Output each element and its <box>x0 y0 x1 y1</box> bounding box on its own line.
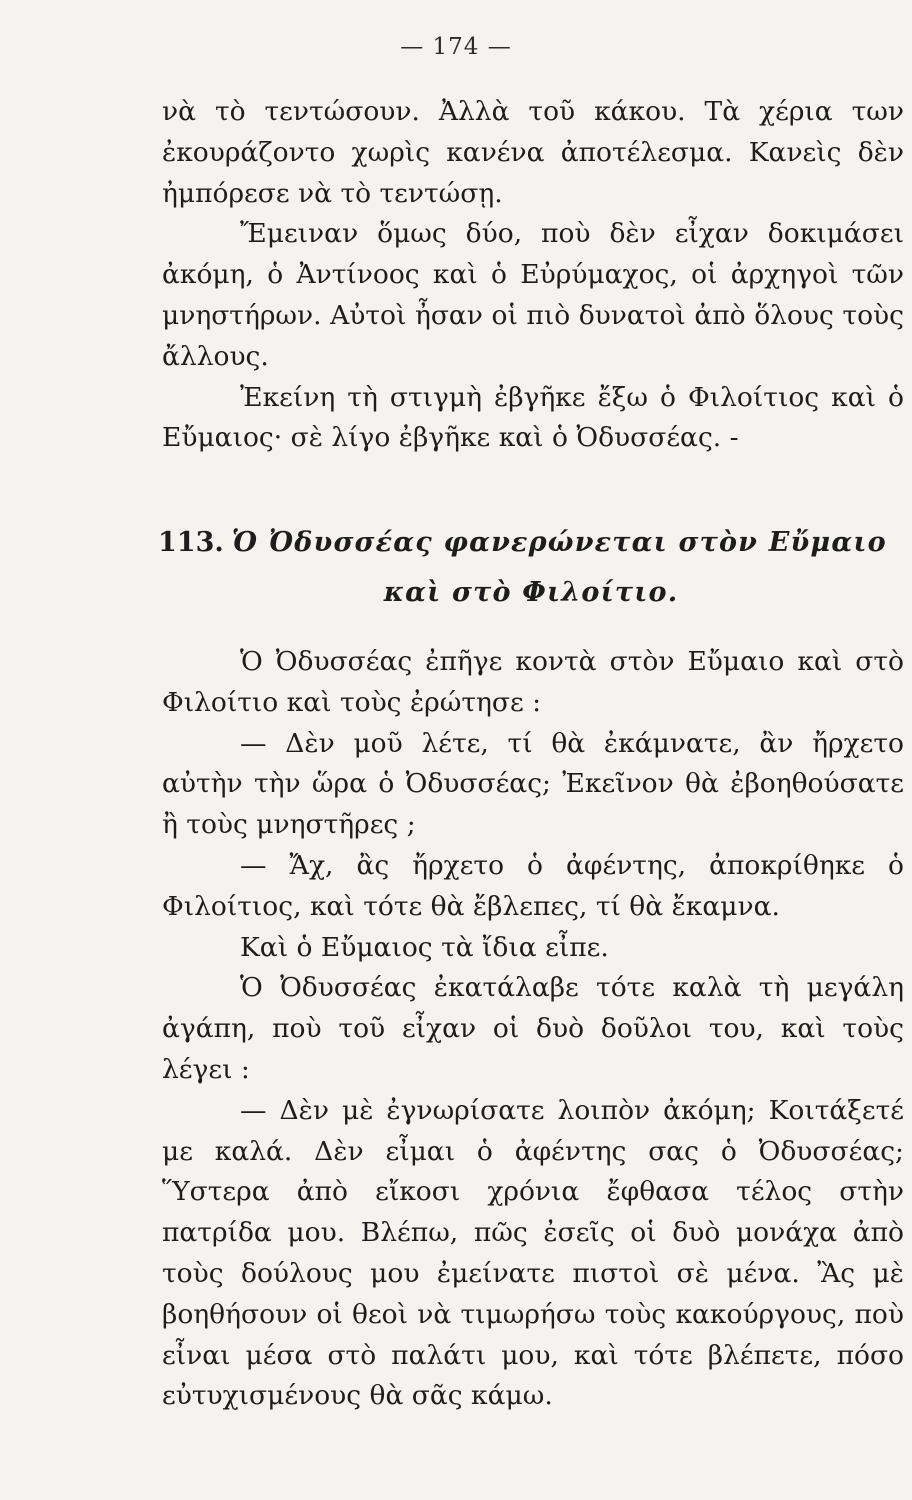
page-number: — 174 — <box>400 34 512 60</box>
section-heading <box>158 518 904 618</box>
paragraph: Ὁ Ὀδυσσέας ἐπῆγε κοντὰ στὸν Εὔμαιο καὶ στὸ Φιλοίτιο καὶ τοὺς ἐρώτησε : <box>162 646 904 718</box>
paragraph: — Δὲν μοῦ λέτε, τί θὰ ἐκάμνατε, ἂν ἤρχετο αὐτὴν τὴν ὥρα ὁ Ὀδυσσέας; Ἐκεῖνον θὰ ἐβοηθούσατε ἢ τοὺς μνηστῆρες ; <box>162 727 904 841</box>
paragraph: Ὁ Ὀδυσσέας ἐκατάλαβε τότε καλὰ τὴ μεγάλη ἀγάπη, ποὺ τοῦ εἶχαν οἱ δυὸ δοῦλοι του, καὶ τοὺς λέγει : <box>162 972 904 1085</box>
text-block-bottom <box>162 642 904 1417</box>
paragraph: Ἔμειναν ὅμως δύο, ποὺ δὲν εἶχαν δοκιμάσει ἀκόμη, ὁ Ἀντίνοος καὶ ὁ Εὐρύμαχος, οἱ ἀρχηγοὶ τῶν μνηστήρων. Αὐτοὶ ἦσαν οἱ πιὸ δυνατοὶ ἀπὸ ὅλους τοὺς ἄλλους. <box>162 218 904 372</box>
paragraph: Ἐκείνη τὴ στιγμὴ ἐβγῆκε ἔξω ὁ Φιλοίτιος καὶ ὁ Εὔμαιος· σὲ λίγο ἐβγῆκε καὶ ὁ Ὀδυσσέας. - <box>162 381 904 454</box>
paragraph: — Δὲν μὲ ἐγνωρίσατε λοιπὸν ἀκόμη; Κοιτάξετέ με καλά. Δὲν εἶμαι ὁ ἀφέντης σας ὁ Ὀδυσσέας; Ὕστερα ἀπὸ εἴκοσι χρόνια ἔφθασα τέλος στὴν πατρίδα μου. Βλέπω, πῶς ἐσεῖς οἱ δυὸ μονάχα ἀπὸ τοὺς δούλους μου ἐμείνατε πιστοὶ σὲ μένα. Ἂς μὲ βοηθήσουν οἱ θεοὶ νὰ τιμωρήσω τοὺς κακούργους, ποὺ εἶναι μέσα στὸ παλάτι μου, καὶ τότε βλέπετε, πόσο εὐτυχισμένους θὰ σᾶς κάμω. <box>162 1094 904 1412</box>
section-title-line-2: καὶ στὸ Φιλοίτιο. <box>383 577 679 608</box>
section-number: 113. <box>158 527 224 558</box>
paragraph: — Ἄχ, ἂς ἤρχετο ὁ ἀφέντης, ἀποκρίθηκε ὁ Φιλοίτιος, καὶ τότε θὰ ἔβλεπες, τί θὰ ἔκαμνα. <box>162 849 904 922</box>
text-block-top <box>162 92 904 459</box>
paragraph: Καὶ ὁ Εὔμαιος τὰ ἴδια εἶπε. <box>240 931 609 963</box>
paragraph: νὰ τὸ τεντώσουν. Ἀλλὰ τοῦ κάκου. Τὰ χέρια των ἐκουράζοντο χωρὶς κανένα ἀποτέλεσμα. Κανεὶς δὲν ἠμπόρεσε νὰ τὸ τεντώσῃ. <box>162 96 904 209</box>
section-title-line-1: Ὁ Ὀδυσσέας φανερώνεται στὸν Εὔμαιο <box>231 527 887 558</box>
